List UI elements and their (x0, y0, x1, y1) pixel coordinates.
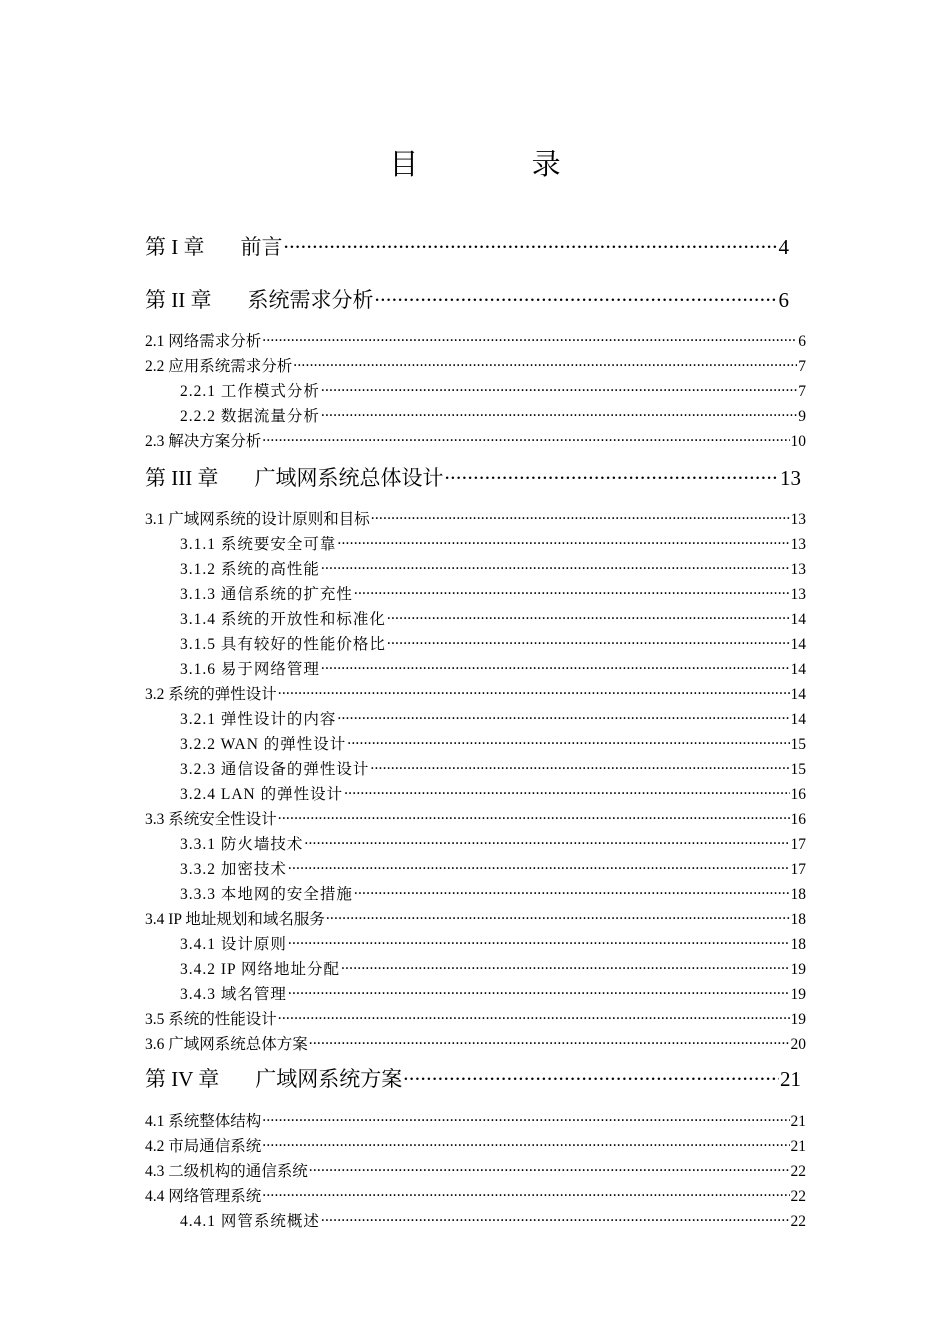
toc-subsection-entry[interactable] (180, 379, 806, 399)
toc-entry-text: 广域网系统方案 (255, 1067, 403, 1091)
dot-leader (387, 608, 790, 624)
toc-section-entry[interactable] (145, 354, 806, 374)
toc-subsection-entry[interactable] (180, 582, 806, 602)
dot-leader (262, 1135, 789, 1151)
dot-leader (304, 833, 789, 849)
toc-entry-text: 3.1 广域网系统的设计原则和目标 (145, 511, 370, 528)
dot-leader (262, 430, 789, 446)
toc-page-number: 14 (790, 611, 806, 628)
dot-leader (293, 355, 797, 371)
toc-subsection-entry[interactable] (180, 882, 806, 902)
toc-entry-text: 4.2 市局通信系统 (145, 1138, 262, 1155)
toc-subsection-entry[interactable] (180, 782, 806, 802)
toc-entry-text: 4.4 网络管理系统 (145, 1188, 262, 1205)
toc-chapter-entry[interactable] (145, 231, 789, 259)
dot-leader (444, 463, 779, 485)
toc-chapter-number: 第 IV 章 (145, 1067, 220, 1091)
dot-leader (344, 783, 789, 799)
toc-entry-text: 3.2.1 弹性设计的内容 (180, 711, 337, 728)
toc-entry-text: 3.6 广域网系统总体方案 (145, 1036, 308, 1053)
toc-entry-text: 3.3.3 本地网的安全措施 (180, 886, 353, 903)
toc-entry-label (145, 1063, 402, 1093)
toc-chapter-entry[interactable] (145, 462, 801, 490)
dot-leader (278, 683, 790, 699)
toc-section-entry[interactable] (145, 1184, 806, 1204)
toc-section-entry[interactable] (145, 907, 806, 927)
toc-entry-text: 3.4 IP 地址规划和域名服务 (145, 911, 325, 928)
toc-page-number: 7 (798, 383, 806, 400)
toc-page-number: 14 (790, 686, 806, 703)
toc-page-number: 6 (778, 288, 789, 312)
toc-entry-text: 3.3.1 防火墙技术 (180, 836, 304, 853)
toc-subsection-entry[interactable] (180, 857, 806, 877)
toc-entry-text: 3.4.1 设计原则 (180, 936, 287, 953)
toc-section-entry[interactable] (145, 1134, 806, 1154)
toc-entry-text: 2.2 应用系统需求分析 (145, 358, 293, 375)
dot-leader (288, 933, 790, 949)
toc-entry-text: 3.2.4 LAN 的弹性设计 (180, 786, 344, 803)
toc-entry-text: 广域网系统总体设计 (254, 466, 444, 490)
toc-entry-text: 3.3.2 加密技术 (180, 861, 287, 878)
toc-subsection-entry[interactable] (180, 557, 806, 577)
dot-leader (354, 883, 790, 899)
toc-entry-label (145, 462, 443, 492)
toc-page-number: 17 (790, 836, 806, 853)
dot-leader (370, 758, 789, 774)
toc-page-number: 13 (790, 561, 806, 578)
toc-page-number: 22 (790, 1188, 806, 1205)
toc-subsection-entry[interactable] (180, 757, 806, 777)
toc-entry-text: 3.1.2 系统的高性能 (180, 561, 320, 578)
toc-section-entry[interactable] (145, 1109, 806, 1129)
toc-page-number: 13 (790, 536, 806, 553)
toc-entry-text: 3.2 系统的弹性设计 (145, 686, 277, 703)
toc-subsection-entry[interactable] (180, 957, 806, 977)
toc-entry-text: 4.1 系统整体结构 (145, 1113, 262, 1130)
toc-page-number: 18 (790, 886, 806, 903)
toc-subsection-entry[interactable] (180, 607, 806, 627)
dot-leader (321, 405, 797, 421)
dot-leader (321, 558, 790, 574)
dot-leader (288, 858, 790, 874)
toc-page-number: 18 (790, 936, 806, 953)
toc-entry-text: 3.3 系统安全性设计 (145, 811, 277, 828)
toc-entry-label (145, 284, 374, 314)
dot-leader (341, 958, 790, 974)
dot-leader (288, 983, 790, 999)
toc-chapter-number: 第 II 章 (145, 288, 212, 312)
toc-subsection-entry[interactable] (180, 832, 806, 852)
toc-page-number: 13 (780, 466, 801, 490)
toc-entry-text: 2.3 解决方案分析 (145, 433, 262, 450)
toc-page-number: 20 (790, 1036, 806, 1053)
dot-leader (371, 508, 790, 524)
toc-page-number: 21 (790, 1113, 806, 1130)
toc-entry-text: 2.2.2 数据流量分析 (180, 408, 320, 425)
toc-page-number: 4 (778, 235, 789, 259)
toc-subsection-entry[interactable] (180, 532, 806, 552)
toc-title: 目 录 (389, 147, 613, 181)
toc-section-entry[interactable] (145, 507, 806, 527)
toc-page-number: 14 (790, 636, 806, 653)
toc-entry-text: 2.2.1 工作模式分析 (180, 383, 320, 400)
dot-leader (278, 1008, 790, 1024)
toc-section-entry[interactable] (145, 429, 806, 449)
toc-entry-text: 3.1.5 具有较好的性能价格比 (180, 636, 386, 653)
toc-section-entry[interactable] (145, 1032, 806, 1052)
toc-entry-text: 系统需求分析 (247, 288, 374, 312)
toc-page-number: 15 (790, 736, 806, 753)
toc-entry-text: 4.3 二级机构的通信系统 (145, 1163, 308, 1180)
dot-leader (354, 583, 790, 599)
toc-section-entry[interactable] (145, 682, 806, 702)
dot-leader (284, 232, 778, 254)
toc-section-entry[interactable] (145, 329, 806, 349)
toc-page-number: 14 (790, 661, 806, 678)
toc-page-number: 13 (790, 586, 806, 603)
dot-leader (321, 658, 790, 674)
dot-leader (262, 330, 797, 346)
toc-entry-text: 3.1.4 系统的开放性和标准化 (180, 611, 386, 628)
dot-leader (387, 633, 790, 649)
toc-page-number: 6 (798, 333, 806, 350)
toc-entry-text: 3.4.3 域名管理 (180, 986, 287, 1003)
dot-leader (337, 533, 789, 549)
toc-chapter-number: 第 I 章 (145, 235, 205, 259)
toc-page-number: 15 (790, 761, 806, 778)
toc-entry-label (145, 231, 283, 261)
dot-leader (326, 908, 790, 924)
toc-entry-text: 2.1 网络需求分析 (145, 333, 262, 350)
dot-leader (262, 1185, 789, 1201)
dot-leader (375, 285, 778, 307)
toc-page-number: 9 (798, 408, 806, 425)
toc-page-number: 7 (798, 358, 806, 375)
toc-chapter-entry[interactable] (145, 1063, 801, 1091)
toc-page-number: 16 (790, 786, 806, 803)
toc-section-entry[interactable] (145, 807, 806, 827)
dot-leader (403, 1064, 779, 1086)
toc-entry-text: 3.1.6 易于网络管理 (180, 661, 320, 678)
toc-page-number: 10 (790, 433, 806, 450)
dot-leader (347, 733, 789, 749)
dot-leader (309, 1033, 790, 1049)
dot-leader (278, 808, 790, 824)
toc-subsection-entry[interactable] (180, 404, 806, 424)
toc-entry-text: 3.5 系统的性能设计 (145, 1011, 277, 1028)
toc-page-number: 14 (790, 711, 806, 728)
toc-page-number: 19 (790, 1011, 806, 1028)
toc-entry-text: 3.1.1 系统要安全可靠 (180, 536, 337, 553)
toc-entry-text: 3.2.3 通信设备的弹性设计 (180, 761, 370, 778)
toc-entry-text: 3.2.2 WAN 的弹性设计 (180, 736, 347, 753)
toc-page-number: 18 (790, 911, 806, 928)
toc-page-number: 21 (790, 1138, 806, 1155)
toc-entry-text: 3.1.3 通信系统的扩充性 (180, 586, 353, 603)
toc-section-entry[interactable] (145, 1007, 806, 1027)
toc-subsection-entry[interactable] (180, 632, 806, 652)
dot-leader (321, 380, 797, 396)
dot-leader (309, 1160, 790, 1176)
toc-subsection-entry[interactable] (180, 732, 806, 752)
toc-subsection-entry[interactable] (180, 657, 806, 677)
toc-subsection-entry[interactable] (180, 707, 806, 727)
toc-page-number: 19 (790, 986, 806, 1003)
toc-chapter-number: 第 III 章 (145, 466, 219, 490)
dot-leader (337, 708, 789, 724)
toc-page-number: 21 (780, 1067, 801, 1091)
toc-chapter-entry[interactable] (145, 284, 789, 312)
dot-leader (321, 1210, 790, 1226)
toc-page-number: 22 (790, 1213, 806, 1230)
toc-entry-text: 前言 (240, 235, 283, 259)
toc-subsection-entry[interactable] (180, 932, 806, 952)
toc-page-number: 17 (790, 861, 806, 878)
toc-page-number: 22 (790, 1163, 806, 1180)
toc-subsection-entry[interactable] (180, 1209, 806, 1229)
toc-page-number: 19 (790, 961, 806, 978)
toc-page-number: 16 (790, 811, 806, 828)
dot-leader (262, 1110, 789, 1126)
toc-page-number: 13 (790, 511, 806, 528)
toc-subsection-entry[interactable] (180, 982, 806, 1002)
toc-section-entry[interactable] (145, 1159, 806, 1179)
toc-entry-text: 4.4.1 网管系统概述 (180, 1213, 320, 1230)
toc-entry-text: 3.4.2 IP 网络地址分配 (180, 961, 340, 978)
